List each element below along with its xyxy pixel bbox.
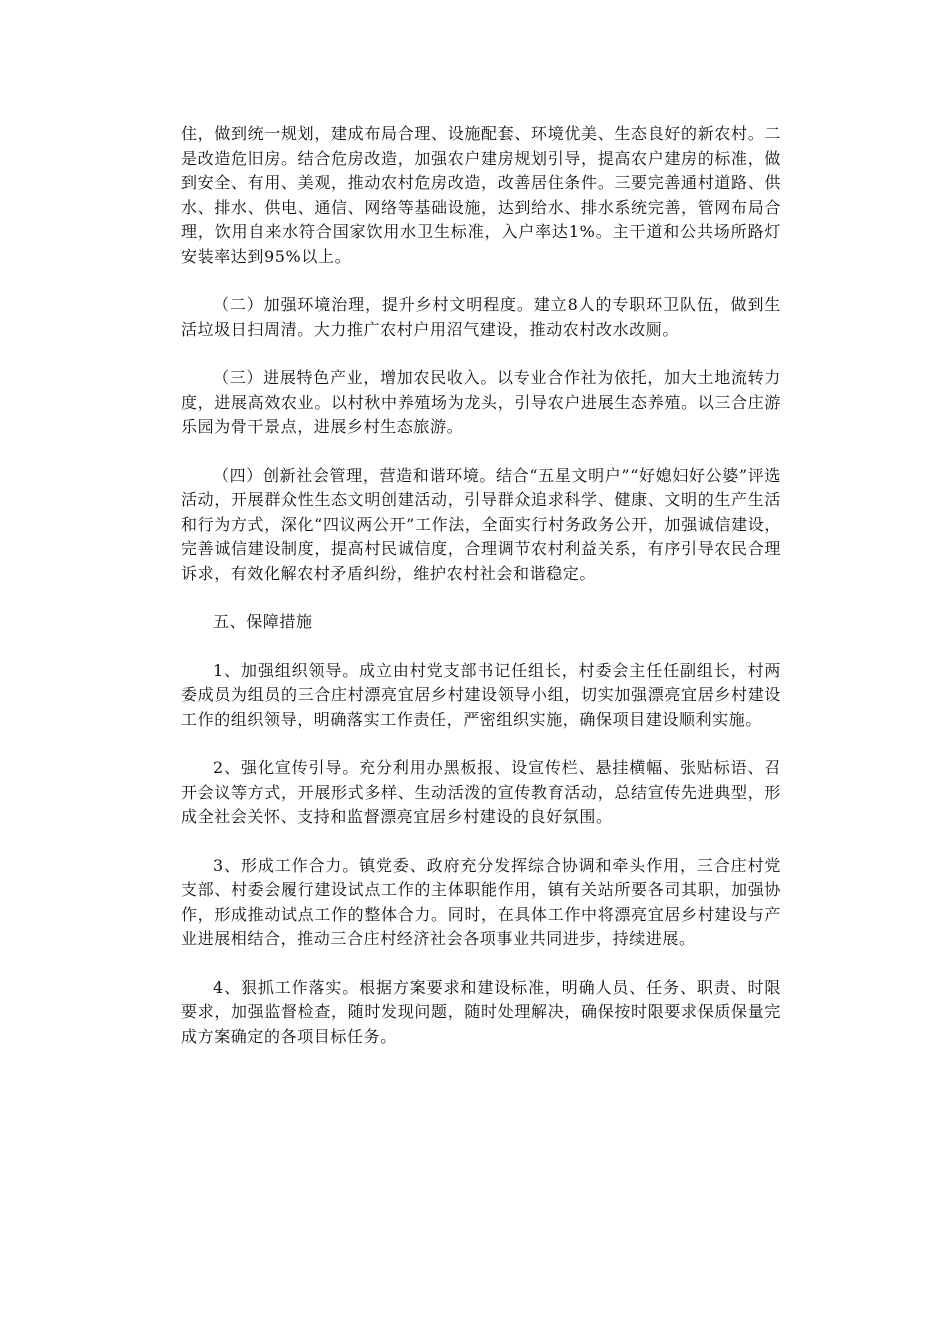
paragraph-measure-1: 1、加强组织领导。成立由村党支部书记任组长，村委会主任任副组长，村两委成员为组员的三合庄村漂亮宜居乡村建设领导小组，切实加强漂亮宜居乡村建设工作的组织领导，明确落实工作责任，严密组织实施，确保项目建设顺利实施。 [181,660,781,729]
paragraph-section-4: （四）创新社会管理，营造和谐环境。结合“五星文明户”“好媳妇好公婆”评选活动，开展群众性生态文明创建活动，引导群众追求科学、健康、文明的生产生活和行为方式，深化“四议两公开”工作法，全面实行村务政务公开，加强诚信建设，完善诚信建设制度，提高村民诚信度，合理调节农村利益关系，有序引导农民合理诉求，有效化解农村矛盾纠纷，维护农村社会和谐稳定。 [181,465,781,583]
paragraph-continuation: 住，做到统一规划，建成布局合理、设施配套、环境优美、生态良好的新农村。二是改造危旧房。结合危房改造，加强农户建房规划引导，提高农户建房的标准，做到安全、有用、美观，推动农村危房改造，改善居住条件。三要完善通村道路、供水、排水、供电、通信、网络等基础设施，达到给水、排水系统完善，管网布局合理，饮用自来水符合国家饮用水卫生标准，入户率达1%。主干道和公共场所路灯安装率达到95%以上。 [181,124,781,266]
section-heading-safeguards: 五、保障措施 [213,612,313,631]
paragraph-section-2: （二）加强环境治理，提升乡村文明程度。建立8人的专职环卫队伍，做到生活垃圾日扫周清。大力推广农村户用沼气建设，推动农村改水改厕。 [181,295,781,339]
paragraph-measure-2: 2、强化宣传引导。充分利用办黑板报、设宣传栏、悬挂横幅、张贴标语、召开会议等方式，开展形式多样、生动活泼的宣传教育活动，总结宣传先进典型，形成全社会关怀、支持和监督漂亮宜居乡村建设的良好氛围。 [181,758,781,826]
paragraph-section-3: （三）进展特色产业，增加农民收入。以专业合作社为依托，加大土地流转力度，进展高效农业。以村秋中养殖场为龙头，引导农户进展生态养殖。以三合庄游乐园为骨干景点，进展乡村生态旅游。 [181,368,781,436]
document-body [181,122,781,1049]
paragraph-measure-3: 3、形成工作合力。镇党委、政府充分发挥综合协调和牵头作用，三合庄村党支部、村委会履行建设试点工作的主体职能作用，镇有关站所要各司其职，加强协作，形成推动试点工作的整体合力。同时，在具体工作中将漂亮宜居乡村建设与产业进展相结合，推动三合庄村经济社会各项事业共同进步，持续进展。 [181,855,781,948]
paragraph-measure-4: 4、狠抓工作落实。根据方案要求和建设标准，明确人员、任务、职责、时限要求，加强监督检查，随时发现问题，随时处理解决，确保按时限要求保质保量完成方案确定的各项目标任务。 [181,977,781,1046]
